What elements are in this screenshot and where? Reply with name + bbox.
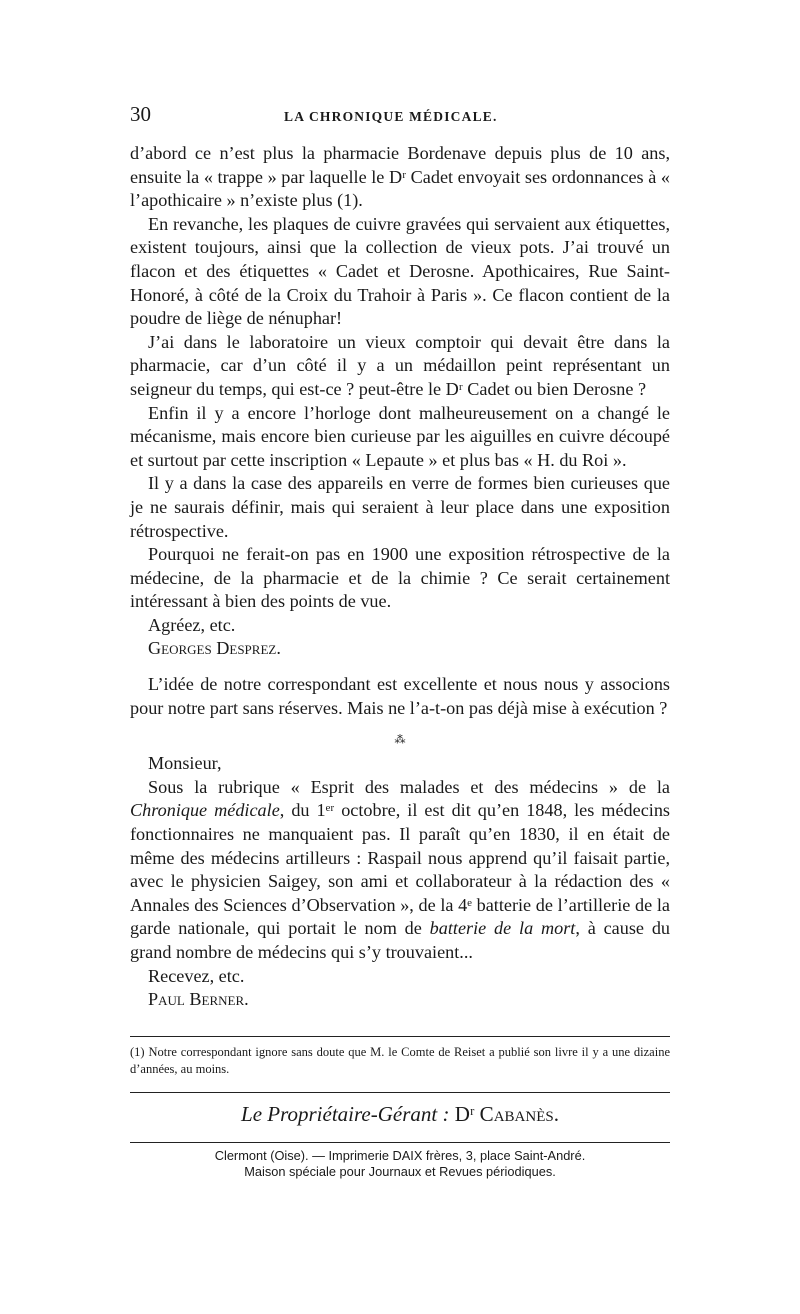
editorial-note: L’idée de notre correspondant est excellente et nous nous y associons pour notre part sans réserves. Mais ne l’a-t-on pas déjà mise à exécution ? [130, 674, 670, 718]
letter1-paragraph: d’abord ce n’est plus la pharmacie Bordenave depuis plus de 10 ans, ensuite la « trappe » par laquelle le Dʳ Cadet envoyait ses ordonnances à « l’apothicaire » n’existe plus (1). [130, 143, 670, 211]
letter1-paragraph: Enfin il y a encore l’horloge dont malheureusement on a changé le mécanisme, mais encore bien curieuse par les aiguilles en cuivre découpé et surtout par cette inscription « Lepaute » et plus bas « H. du Roi ». [130, 402, 670, 470]
letter1-paragraph: J’ai dans le laboratoire un vieux comptoir qui devait être dans la pharmacie, car d’un côté il y a un médaillon peint représentant un seigneur du temps, qui est-ce ? peut-être le Dʳ Cadet ou bien Derosne ? [130, 331, 670, 399]
letter1-closing: Agréez, etc. [148, 614, 236, 635]
letter1-paragraph: En revanche, les plaques de cuivre gravées qui servaient aux étiquettes, existent toujours, ainsi que la collection de vieux pots. J’ai trouvé un flacon et des étiquettes « Cadet et Derosne. Apothicaires, Rue Saint-Honoré, à côté de la Croix du Trahoir à Paris ». Ce flacon contient de la poudre de liège de nénuphar! [130, 213, 670, 329]
letter2-closing: Recevez, etc. [148, 965, 245, 986]
letter2-body-middle: , du 1ᵉʳ octobre, il est dit qu’en 1848, les médecins fonctionnaires ne manquaient pas. Il paraît qu’en 1830, il en était de même des médecins artilleurs : Raspail nous apprend qu’il faisait partie, avec le physicien Saigey, son ami et collaborateur à la rédaction des « Annales des Sciences d’Observation », de la 4ᵉ batterie de l’artillerie de la garde nationale, qui portait le nom de [130, 800, 670, 939]
imprint-line: Maison spéciale pour Journaux et Revues périodiques. [244, 1164, 556, 1179]
journal-title: Chronique médicale [130, 800, 280, 821]
publisher-name: Dʳ Cabanès. [454, 1102, 559, 1126]
footnote-divider [130, 1036, 670, 1037]
running-title: LA CHRONIQUE MÉDICALE. [284, 109, 498, 124]
letter1-signature: Georges Desprez. [148, 638, 281, 659]
spacer [130, 661, 670, 673]
publisher-label: Le Propriétaire-Gérant : [241, 1102, 450, 1126]
footnote: (1) Notre correspondant ignore sans doute que M. le Comte de Reiset a publié son livre il y a une dizaine d’années, au moins. [130, 1045, 670, 1076]
article-body [130, 142, 670, 1012]
letter2-body [130, 776, 670, 965]
printer-imprint [130, 1148, 670, 1180]
imprint-divider [130, 1142, 670, 1143]
letter1-paragraph: Pourquoi ne ferait-on pas en 1900 une exposition rétrospective de la médecine, de la pharmacie et de la chimie ? Ce serait certainement intéressant à bien des points de vue. [130, 544, 670, 612]
imprint-line: Clermont (Oise). — Imprimerie DAIX frères, 3, place Saint-André. [214, 1148, 586, 1163]
letter2-body-end: , à cause du grand nombre de médecins qui s’y trouvaient... [130, 918, 671, 962]
asterism-separator: ⁂ [394, 734, 406, 747]
divider [130, 1092, 670, 1093]
publisher-line [130, 1102, 670, 1127]
letter1-paragraph: Il y a dans la case des appareils en verre de formes bien curieuses que je ne saurais définir, mais qui seraient à leur place dans une exposition rétrospective. [130, 473, 670, 541]
page-number: 30 [130, 102, 151, 126]
letter2-body-intro: Sous la rubrique « Esprit des malades et des médecins » de la [148, 776, 670, 797]
letter2-salutation: Monsieur, [148, 753, 222, 774]
battery-name: batterie de la mort [429, 918, 576, 939]
page-header [130, 102, 670, 132]
letter2-signature: Paul Berner. [148, 989, 249, 1010]
